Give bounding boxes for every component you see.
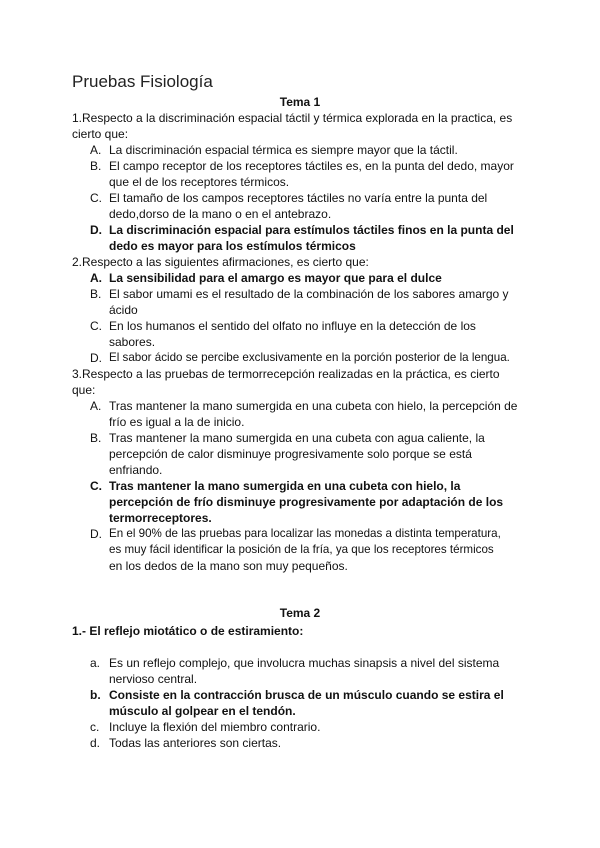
option-c [90,190,530,222]
option-letter: d. [90,736,101,750]
option-letter: D. [90,351,102,365]
option-letter: B. [90,287,102,301]
option-text: Consiste en la contracción brusca de un músculo cuando se estira el [109,688,504,702]
option-text: El sabor umami es el resultado de la combinación de los sabores amargo y [109,287,509,301]
option-letter: A. [90,271,102,285]
option-d [90,350,540,366]
option-text: ácido [109,303,138,317]
option-b-correct [90,687,530,719]
option-text: que el de los receptores térmicos. [109,175,290,189]
option-d [90,735,530,751]
option-text: Tras mantener la mano sumergida en una cubeta con hielo, la [109,479,461,493]
option-b [90,158,530,190]
option-text: En los humanos el sentido del olfato no influye en la detección de los [109,319,476,333]
option-text: sabores. [109,335,156,349]
option-letter: D. [90,223,102,237]
option-letter: D. [90,527,102,541]
option-text: Incluye la flexión del miembro contrario. [109,720,321,734]
option-c [90,719,530,735]
option-text: enfriando. [109,463,163,477]
option-letter: b. [90,688,101,702]
option-text: La discriminación espacial térmica es siempre mayor que la táctil. [109,143,458,157]
option-text: termorreceptores. [109,511,212,525]
question-text: 2.Respecto a las siguientes afirmaciones, es cierto que: [72,255,369,269]
option-b [90,286,530,318]
option-text: músculo al golpear en el tendón. [109,704,296,718]
option-d-correct [90,222,530,254]
option-c-correct [90,478,530,526]
option-letter: A. [90,399,102,413]
option-letter: B. [90,431,102,445]
option-text: La discriminación espacial para estímulos táctiles finos en la punta del [109,223,514,237]
option-text: dedo es mayor para los estímulos térmicos [109,239,356,253]
document-title: Pruebas Fisiología [72,72,213,91]
option-letter: B. [90,159,102,173]
option-text: Tras mantener la mano sumergida en una cubeta con agua caliente, la [109,431,485,445]
option-letter: C. [90,319,102,333]
option-text: Todas las anteriores son ciertas. [109,736,282,750]
question-text: 3.Respecto a las pruebas de termorrecepción realizadas en la práctica, es cierto [72,367,500,381]
option-text: Es un reflejo complejo, que involucra muchas sinapsis a nivel del sistema [109,656,500,670]
option-a [90,142,530,158]
option-text: La sensibilidad para el amargo es mayor que para el dulce [109,271,442,285]
option-text: en los dedos de la mano son muy pequeños. [109,559,348,573]
option-text: Tras mantener la mano sumergida en una cubeta con hielo, la percepción de [109,399,518,413]
question-text: 1.Respecto a la discriminación espacial táctil y térmica explorada en la practica, es [72,111,513,125]
option-text: percepción de frío disminuye progresivamente por adaptación de los [109,495,504,509]
question-text: 1.- El reflejo miotático o de estiramiento: [72,624,304,638]
question-text: cierto que: [72,127,129,141]
option-text: frío es igual a la de inicio. [109,415,245,429]
option-text: nervioso central. [109,672,198,686]
option-b [90,430,530,478]
option-letter: C. [90,191,102,205]
option-letter: A. [90,143,102,157]
option-text: El tamaño de los campos receptores táctiles no varía entre la punta del [109,191,488,205]
option-text: El campo receptor de los receptores táctiles es, en la punta del dedo, mayor [109,159,514,173]
option-text: percepción de calor disminuye progresivamente solo porque se está [109,447,472,461]
option-letter: a. [90,656,101,670]
option-d [90,526,540,574]
option-a-correct [90,270,530,286]
tema2-heading: Tema 2 [279,606,321,620]
option-c [90,318,530,350]
option-letter: C. [90,479,102,493]
option-letter: c. [90,720,100,734]
option-a [90,655,530,687]
option-a [90,398,530,430]
option-text: dedo,dorso de la mano o en el antebrazo. [109,207,332,221]
option-text: En el 90% de las pruebas para localizar las monedas a distinta temperatura, [109,527,501,540]
option-text: El sabor ácido se percibe exclusivamente en la porción posterior de la lengua. [109,351,510,364]
question-text: que: [72,383,96,397]
tema1-heading: Tema 1 [279,95,321,109]
option-text: es muy fácil identificar la posición de la fría, ya que los receptores térmicos [109,543,494,556]
